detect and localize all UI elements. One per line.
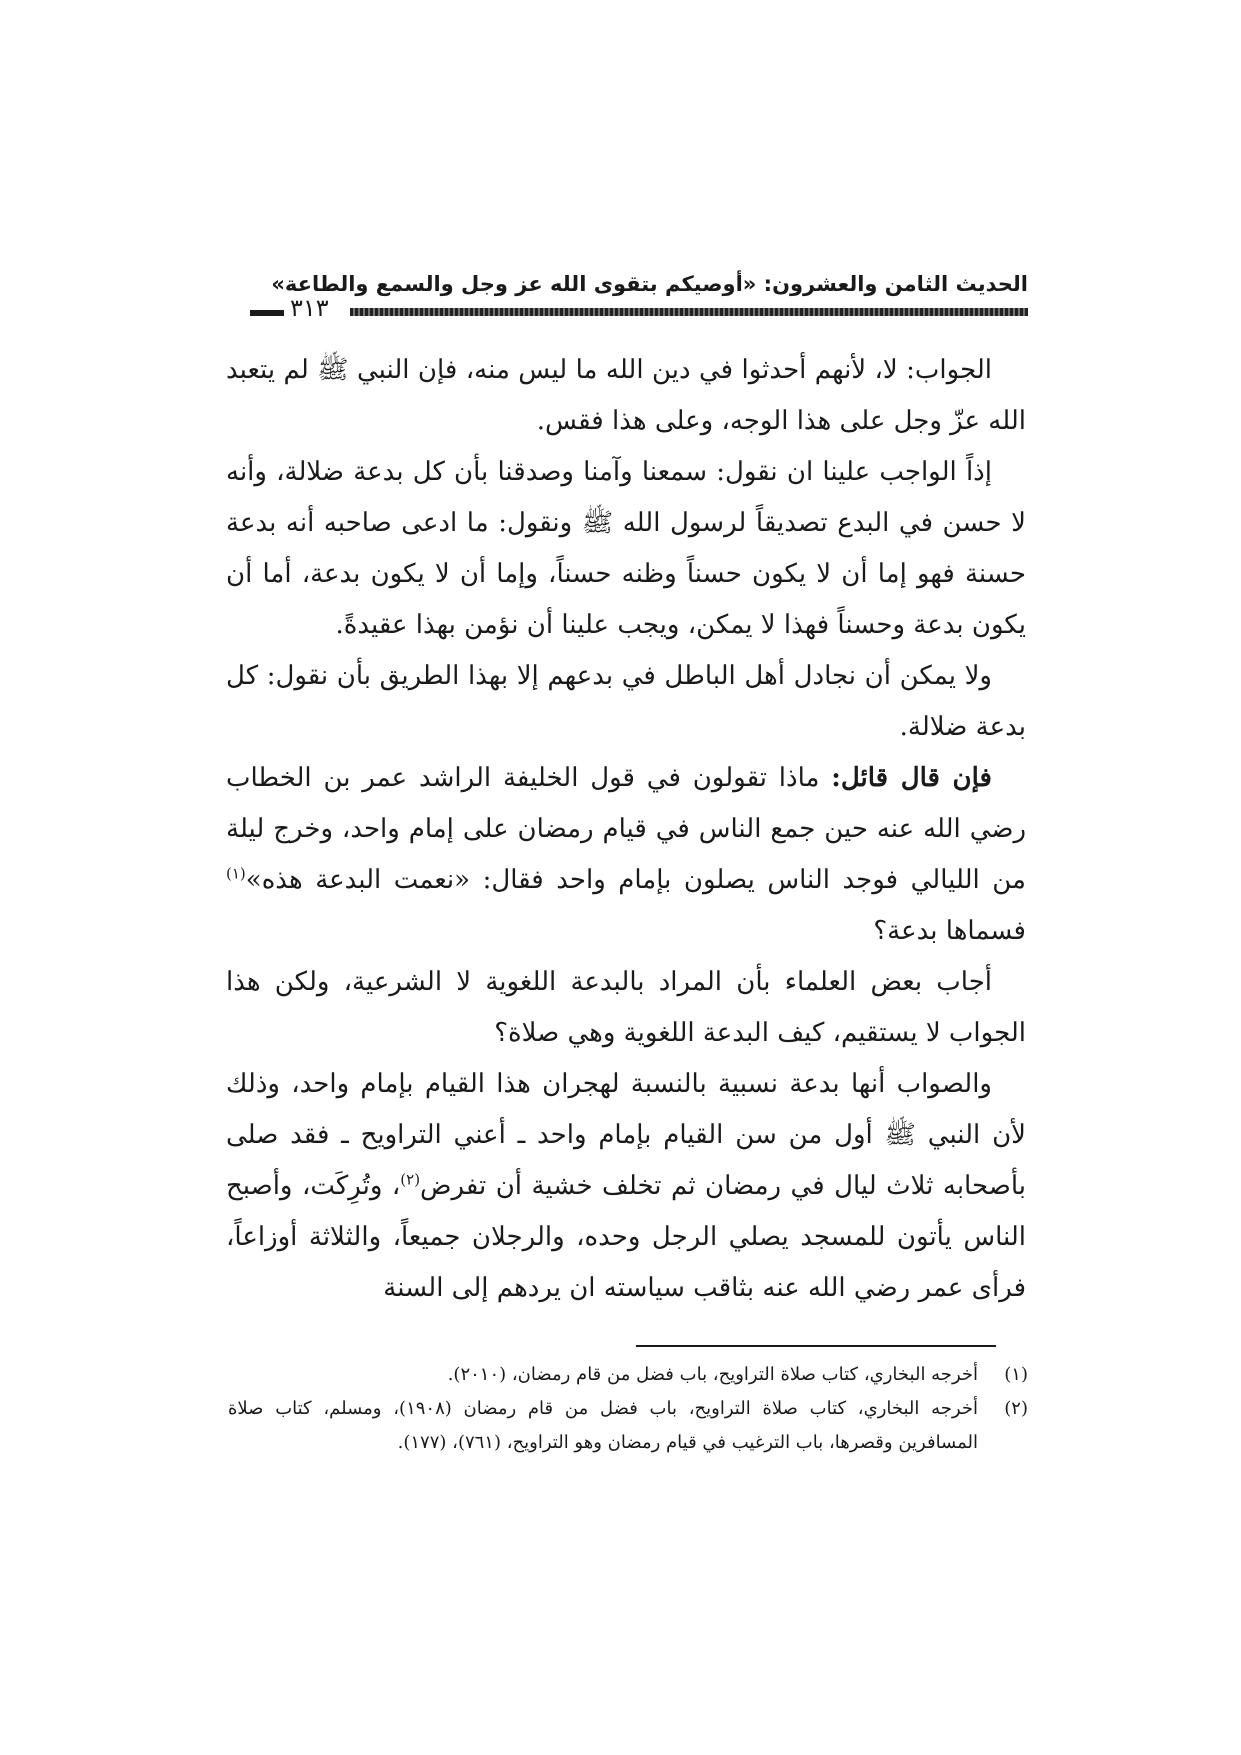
running-header <box>250 272 1028 328</box>
header-title: الحديث الثامن والعشرون: «أوصيكم بتقوى الله عز وجل والسمع والطاعة» <box>271 272 1028 296</box>
footnote-ref-1[interactable]: (١) <box>226 864 246 883</box>
paragraph-objection <box>226 753 1026 957</box>
header-rule <box>350 308 1028 316</box>
objection-text-b: فسماها بدعة؟ <box>873 916 1026 946</box>
footnote-2 <box>228 1392 1028 1460</box>
footnote-text: أخرجه البخاري، كتاب صلاة التراويح، باب فضل من قام رمضان، (٢٠١٠). <box>447 1364 978 1385</box>
paragraph-answer: الجواب: لا، لأنهم أحدثوا في دين الله ما ليس منه، فإن النبي ﷺ لم يتعبد الله عزّ وجل على هذا الوجه، وعلى هذا فقس. <box>226 355 1026 436</box>
correct-view-text-b: ، وتُرِكَت، وأصبح الناس يأتون للمسجد يصلي الرجل وحده، والرجلان جميعاً، والثلاثة أوزاعاً، فرأى عمر رضي الله عنه بثاقب سياسته ان يردهم إلى السنة <box>226 1171 1026 1303</box>
paragraph-correct-view <box>226 1059 1026 1314</box>
footnotes <box>228 1358 1028 1460</box>
page-number: ٣١٣ <box>290 294 329 322</box>
footnote-text: أخرجه البخاري، كتاب صلاة التراويح، باب فضل من قام رمضان (١٩٠٨)، ومسلم، كتاب صلاة المسافرين وقصرها، باب الترغيب في قيام رمضان وهو التراويح، (٧٦١)، (١٧٧). <box>228 1398 978 1453</box>
paragraph-obligation: إذاً الواجب علينا ان نقول: سمعنا وآمنا وصدقنا بأن كل بدعة ضلالة، وأنه لا حسن في البدع تصديقاً لرسول الله ﷺ ونقول: ما ادعى صاحبه أنه بدعة حسنة فهو إما أن لا يكون حسناً وظنه حسناً، وإما أن لا يكون بدعة، أما أن يكون بدعة وحسناً فهذا لا يمكن، ويجب علينا أن نؤمن بهذا عقيدةً. <box>226 457 1026 640</box>
footnote-1 <box>228 1358 1028 1392</box>
objection-lead: فإن قال قائل: <box>831 763 992 793</box>
footnote-ref-2[interactable]: (٢) <box>400 1170 421 1189</box>
main-text <box>226 345 1026 1314</box>
footnote-separator <box>636 1345 996 1347</box>
paragraph-reply: أجاب بعض العلماء بأن المراد بالبدعة اللغوية لا الشرعية، ولكن هذا الجواب لا يستقيم، كيف البدعة اللغوية وهي صلاة؟ <box>226 967 1026 1048</box>
footnote-number: (١) <box>1004 1364 1028 1385</box>
objection-text-a: ماذا تقولون في قول الخليفة الراشد عمر بن الخطاب رضي الله عنه حين جمع الناس في قيام رمضان على إمام واحد، وخرج ليلة من الليالي فوجد الناس يصلون بإمام واحد فقال: «نعمت البدعة هذه» <box>226 763 1026 895</box>
paragraph-argument: ولا يمكن أن نجادل أهل الباطل في بدعهم إلا بهذا الطريق بأن نقول: كل بدعة ضلالة. <box>226 661 1026 742</box>
correct-view-text-a: والصواب أنها بدعة نسبية بالنسبة لهجران هذا القيام بإمام واحد، وذلك لأن النبي ﷺ أول من سن القيام بإمام واحد ـ أعني التراويح ـ فقد صلى بأصحابه ثلاث ليال في رمضان ثم تخلف خشية أن تفرض <box>226 1069 1026 1201</box>
page-number-bar <box>250 310 284 316</box>
footnote-number: (٢) <box>1004 1398 1028 1419</box>
